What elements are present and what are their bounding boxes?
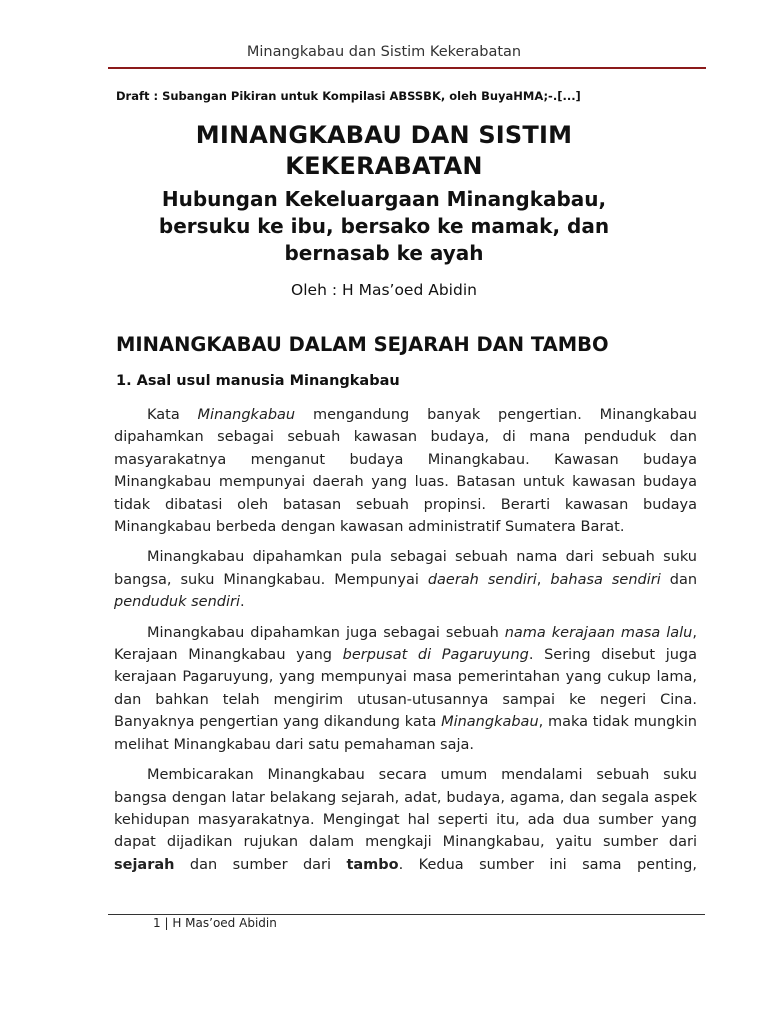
paragraph-4 — [114, 764, 697, 876]
bold-term: tambo — [346, 856, 399, 873]
running-header: Minangkabau dan Sistim Kekerabatan — [246, 44, 522, 60]
text-run: Kata — [147, 407, 198, 423]
author-line: Oleh : H Mas’oed Abidin — [291, 281, 477, 299]
text-run: . Sering disebut juga kerajaan Pagaruyung, yang mempunyai masa pemerintahan yang cukup lama, dan bahkan telah mengirim utusan-utusannya sampai ke negeri Cina. Banyaknya pengertian yang dikandung kata — [114, 647, 697, 731]
text-run: , maka tidak mungkin melihat Minangkabau dari satu pemahaman saja. — [114, 714, 697, 753]
italic-term: berpusat di Pagaruyung — [342, 647, 529, 664]
bold-term: sejarah — [114, 856, 175, 873]
text-run: , Kerajaan Minangkabau yang — [114, 624, 697, 664]
text-run: , — [536, 571, 551, 588]
footer-author: H Mas’oed Abidin — [172, 916, 277, 930]
text-run: . — [240, 594, 245, 611]
paragraph-1 — [114, 404, 697, 538]
text-run: Minangkabau dipahamkan juga sebagai sebuah — [147, 624, 505, 641]
text-run: mengandung banyak pengertian. Minangkabau dipahamkan sebagai sebuah kawasan budaya, di mana penduduk dan masyarakatnya menganut budaya Minangkabau. Kawasan budaya Minangkabau mempunyai daerah yang luas. Batasan untuk kawasan budaya tidak dibatasi oleh batasan sebuah propinsi. Berarti kawasan budaya Minangkabau berbeda dengan kawasan administratif Sumatera Barat. — [114, 407, 697, 536]
document-subtitle: Hubungan Kekeluargaan Minangkabau, bersuku ke ibu, bersako ke mamak, dan bernasab ke ayah — [158, 187, 610, 265]
italic-term: daerah sendiri — [427, 571, 537, 588]
italic-term: nama kerajaan masa lalu — [504, 624, 693, 641]
draft-note: Draft : Subangan Pikiran untuk Kompilasi ABSSBK, oleh BuyaHMA;-.[...] — [116, 89, 581, 103]
body-text — [114, 404, 697, 884]
text-run: . Kedua sumber ini sama penting, — [398, 856, 697, 873]
footer-separator: | — [164, 916, 169, 930]
footer-divider — [108, 914, 705, 915]
subsection-heading: 1. Asal usul manusia Minangkabau — [116, 373, 400, 389]
document-title: MINANGKABAU DAN SISTIM KEKERABATAN — [195, 121, 573, 180]
header-divider — [108, 67, 706, 69]
italic-term: Minangkabau — [441, 714, 539, 731]
italic-term: bahasa sendiri — [550, 571, 661, 588]
paragraph-2 — [114, 546, 697, 613]
page-footer — [153, 916, 277, 930]
paragraph-3 — [114, 622, 697, 756]
text-run: Minangkabau dipahamkan pula sebagai sebuah nama dari sebuah suku bangsa, suku Minangkabau. Mempunyai — [114, 549, 697, 588]
italic-term: Minangkabau — [197, 407, 296, 423]
text-run: dan — [660, 571, 698, 588]
section-heading: MINANGKABAU DALAM SEJARAH DAN TAMBO — [116, 333, 609, 356]
text-run: dan sumber dari — [174, 856, 347, 873]
italic-term: penduduk sendiri — [114, 594, 240, 611]
page-number: 1 — [153, 916, 161, 930]
text-run: Membicarakan Minangkabau secara umum mendalami sebuah suku bangsa dengan latar belakang sejarah, adat, budaya, agama, dan segala aspek kehidupan masyarakatnya. Mengingat hal seperti itu, ada dua sumber yang dapat dijadikan rujukan dalam mengkaji Minangkabau, yaitu sumber dari — [114, 767, 697, 851]
